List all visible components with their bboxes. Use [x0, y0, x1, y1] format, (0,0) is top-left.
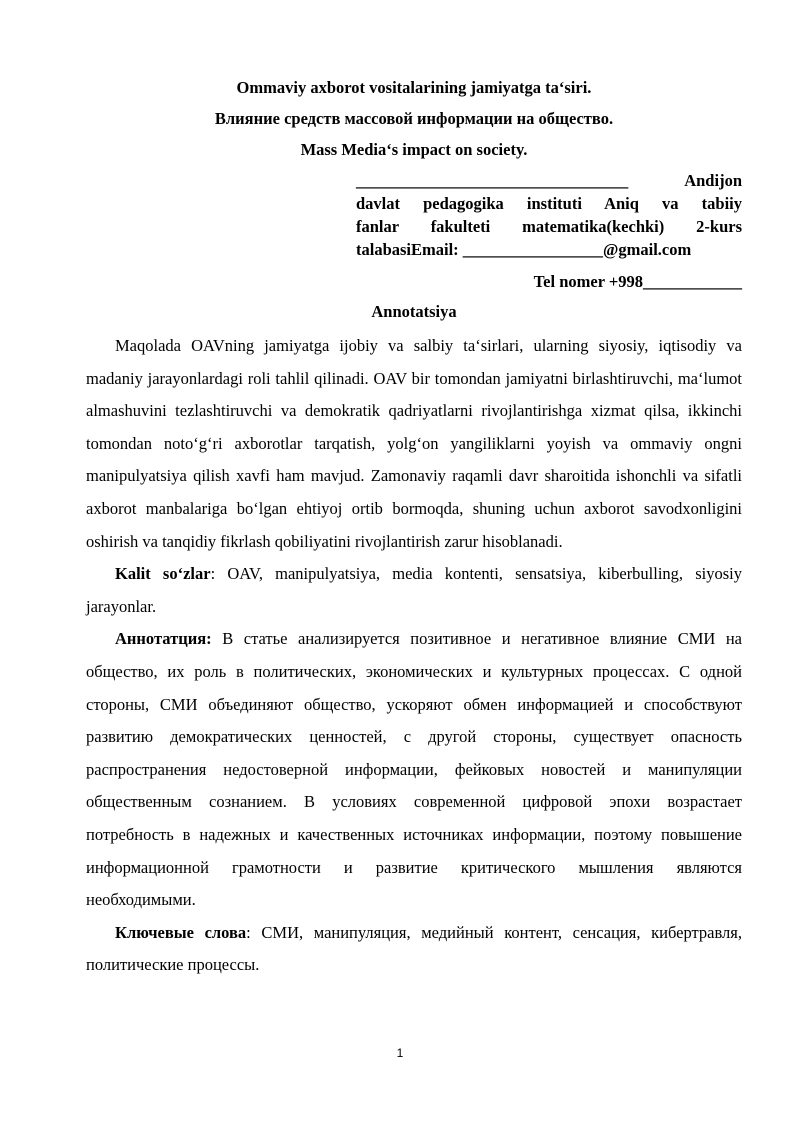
abstract-russian: [86, 623, 742, 916]
author-email: talabasiEmail: _________________@gmail.com: [356, 240, 692, 259]
author-line-3: fanlar fakulteti matematika(kechki) 2-kurs: [356, 217, 742, 236]
keywords-uzbek-label: Kalit so‘zlar: [115, 564, 211, 584]
abstract-uzbek: Maqolada OAVning jamiyatga ijobiy va salbiy ta‘sirlari, ularning siyosiy, iqtisodiy va madaniy jarayonlardagi roli tahlil qilinadi. OAV bir tomondan jamiyatni birlashtiruvchi, ma‘lumot almashuvini tezlashtiruvchi va demokratik qadriyatlarni rivojlantirishga xizmat qilsa, ikkinchi tomondan noto‘g‘ri axborotlar tarqatish, yolg‘on yangiliklarni yoyish va ommaviy ongni manipulyatsiya qilish xavfi ham mavjud. Zamonaviy raqamli davr sharoitida ishonchli va sifatli axborot manbalariga bo‘lgan ehtiyoj ortib bormoqda, shuning uchun axborot savodxonligini oshirish va tanqidiy fikrlash qobiliyatini rivojlantirish zarur hisoblanadi.: [86, 336, 742, 551]
page-number: 1: [396, 1046, 404, 1060]
author-affiliation: [356, 169, 742, 261]
keywords-russian-text: : СМИ, манипуляция, медийный контент, сенсация, кибертравля, политические процессы.: [86, 922, 742, 975]
abstract-russian-label: Аннотатция:: [115, 629, 212, 649]
author-phone: Tel nomer +998____________: [533, 272, 742, 291]
author-line-1: [356, 169, 742, 192]
keywords-uzbek: [86, 558, 742, 623]
abstract-russian-text: В статье анализируется позитивное и негативное влияние СМИ на общество, их роль в политических, экономических и культурных процессах. С одной стороны, СМИ объединяют общество, ускоряют обмен информацией и способствуют развитию демократических ценностей, с другой стороны, существует опасность распространения недостоверной информации, фейковых новостей и манипуляции общественным сознанием. В условиях современной цифровой эпохи возрастает потребность в надежных и качественных источниках информации, поэтому повышение информационной грамотности и развитие критического мышления являются необходимыми.: [86, 629, 742, 910]
author-city: Andijon: [684, 171, 742, 190]
keywords-russian-label: Ключевые слова: [115, 922, 247, 942]
keywords-uzbek-text: : OAV, manipulyatsiya, media kontenti, sensatsiya, kiberbulling, siyosiy jarayonlar.: [86, 564, 742, 616]
page-content: [86, 78, 742, 982]
annotation-heading: Annotatsiya: [371, 302, 457, 321]
title-uzbek: Ommaviy axborot vositalarining jamiyatga ta‘siri.: [236, 78, 592, 97]
title-russian: Влияние средств массовой информации на общество.: [214, 109, 614, 128]
keywords-russian: [86, 917, 742, 982]
author-name-blank: _________________________________: [356, 171, 629, 190]
author-line-2: davlat pedagogika instituti Aniq va tabiiy: [356, 194, 742, 213]
title-english: Mass Media‘s impact on society.: [300, 140, 528, 159]
